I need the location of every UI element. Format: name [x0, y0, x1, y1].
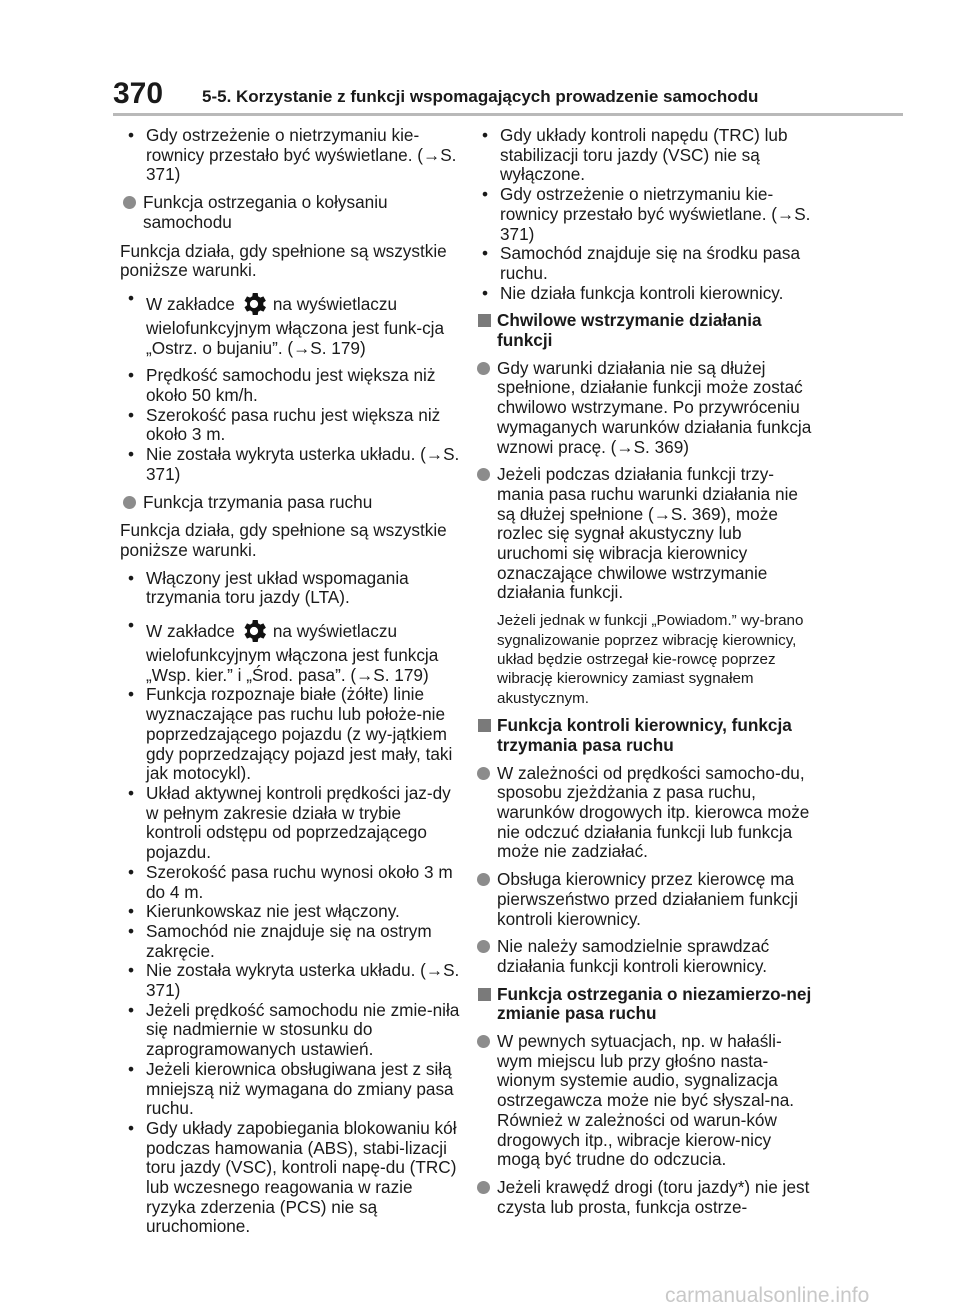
list-item: • Gdy ostrzeżenie o nietrzymaniu kie-rownicy przestało być wyświetlane. (→S. 371) — [474, 185, 814, 244]
list-item: • Nie została wykryta usterka układu. (→S. 371) — [120, 445, 460, 484]
list-item: • Funkcja rozpoznaje białe (żółte) linie wyznaczające pas ruchu lub położe-nie poprzedzającego pojazdu (z wy-jątkiem gdy poprzedzający pojazd jest mały, taki jak motocykl). — [120, 685, 460, 784]
list-item: W pewnych sytuacjach, np. w hałaśli-wym miejscu lub przy głośno nasta-wionym systemie audio, sygnalizacja ostrzegawcza może nie być słyszal-na. Również w zależności od warun-ków drogowych itp., wibracje kierow-nicy mogą być trudne do odczucia. — [474, 1032, 814, 1170]
list-item: • Jeżeli prędkość samochodu nie zmie-niła się nadmiernie w stosunku do zaprogramowanych ustawień. — [120, 1001, 460, 1060]
page-header — [0, 72, 960, 116]
inline-text: na wyświetlaczu — [272, 621, 398, 642]
list-item: Nie należy samodzielnie sprawdzać działania funkcji kontroli kierownicy. — [474, 937, 814, 976]
section-title: 5-5. Korzystanie z funkcji wspomagających prowadzenie samochodu — [202, 87, 759, 106]
list-item: • Gdy ostrzeżenie o nietrzymaniu kie-rownicy przestało być wyświetlane. (→S. 371) — [120, 126, 460, 185]
list-item: • Szerokość pasa ruchu jest większa niż około 3 m. — [120, 406, 460, 445]
list-item: • Kierunkowskaz nie jest włączony. — [120, 902, 460, 922]
list-item: • Samochód znajduje się na środku pasa ruchu. — [474, 244, 814, 283]
heading-temporary-suspension: Chwilowe wstrzymanie działania funkcji — [474, 311, 814, 350]
list-item — [120, 289, 460, 358]
heading-lane-departure-warning: Funkcja ostrzegania o niezamierzo-nej zmianie pasa ruchu — [474, 985, 814, 1024]
inline-text: W zakładce — [146, 621, 235, 642]
subheading-lane-keeping: Funkcja trzymania pasa ruchu — [120, 493, 460, 513]
list-item: • Nie została wykryta usterka układu. (→S. 371) — [120, 961, 460, 1000]
right-column — [474, 126, 814, 1217]
inline-text: wielofunkcyjnym włączona jest funkcja „Wsp. kier.” i „Środ. pasa”. (→S. 179) — [146, 645, 439, 685]
note: Jeżeli jednak w funkcji „Powiadom.” wy-brano sygnalizowanie poprzez wibrację kierownicy, układ będzie ostrzegał kie-rowcę poprzez wibrację kierownicy zamiast sygnałem akustycznym. — [497, 612, 804, 707]
list-item: • Szerokość pasa ruchu wynosi około 3 m do 4 m. — [120, 863, 460, 902]
list-item: • Jeżeli kierownica obsługiwana jest z siłą mniejszą niż wymagana do zmiany pasa ruchu. — [120, 1060, 460, 1119]
paragraph: Funkcja działa, gdy spełnione są wszystkie poniższe warunki. — [120, 240, 447, 281]
list-item: • Gdy układy zapobiegania blokowaniu kół podczas hamowania (ABS), stabi-lizacji toru jazdy (VSC), kontroli napę-du (TRC) lub wczesnego reagowania w razie ryzyka zderzenia (PCS) nie są uruchomione. — [120, 1119, 460, 1237]
list-item: • Gdy układy kontroli napędu (TRC) lub stabilizacji toru jazdy (VSC) nie są wyłączone. — [474, 126, 814, 185]
watermark: carmanualsonline.info — [665, 1284, 870, 1307]
list-item: Jeżeli krawędź drogi (toru jazdy*) nie jest czysta lub prosta, funkcja ostrze- — [474, 1178, 814, 1217]
list-item: W zależności od prędkości samocho-du, sposobu zjeżdżania z pasa ruchu, warunków drogowych itp. kierowca może nie odczuć działania funkcji lub funkcja może nie zadziałać. — [474, 764, 814, 863]
subheading-sway-warning: Funkcja ostrzegania o kołysaniu samochodu — [120, 193, 460, 232]
inline-text: wielofunkcyjnym włączona jest funk-cja „Ostrz. o bujaniu”. (→S. 179) — [146, 317, 445, 358]
list-item: Jeżeli podczas działania funkcji trzy-mania pasa ruchu warunki działania nie są dłużej spełnione (→S. 369), może rozlec się sygnał akustyczny lub uruchomi się wibracja kierownicy oznaczające chwilowe wstrzymanie działania funkcji. — [474, 465, 814, 603]
list-item: • Włączony jest układ wspomagania trzymania toru jazdy (LTA). — [120, 569, 460, 608]
list-item: Obsługa kierownicy przez kierowcę ma pierwszeństwo przed działaniem funkcji kontroli kierownicy. — [474, 870, 814, 929]
list-item: • Prędkość samochodu jest większa niż około 50 km/h. — [120, 366, 460, 405]
inline-text: na wyświetlaczu — [272, 293, 398, 314]
list-item — [120, 616, 460, 685]
gear-icon — [239, 289, 269, 319]
list-item: • Nie działa funkcja kontroli kierownicy. — [474, 284, 814, 304]
page-number: 370 — [113, 77, 164, 110]
heading-steering-control: Funkcja kontroli kierownicy, funkcja trzymania pasa ruchu — [474, 716, 814, 755]
paragraph: Funkcja działa, gdy spełnione są wszystkie poniższe warunki. — [120, 520, 447, 560]
gear-icon — [239, 616, 269, 646]
list-item: • Samochód nie znajduje się na ostrym zakręcie. — [120, 922, 460, 961]
list-item: Gdy warunki działania nie są dłużej spełnione, działanie funkcji może zostać chwilowo wstrzymane. Po przywróceniu wymaganych warunków działania funkcja wznowi pracę. (→S. 369) — [474, 359, 814, 458]
left-column — [120, 126, 460, 1237]
inline-text: W zakładce — [146, 293, 235, 314]
header-divider — [113, 113, 903, 116]
list-item: • Układ aktywnej kontroli prędkości jaz-dy w pełnym zakresie działa w trybie kontroli odstępu od poprzedzającego pojazdu. — [120, 784, 460, 863]
